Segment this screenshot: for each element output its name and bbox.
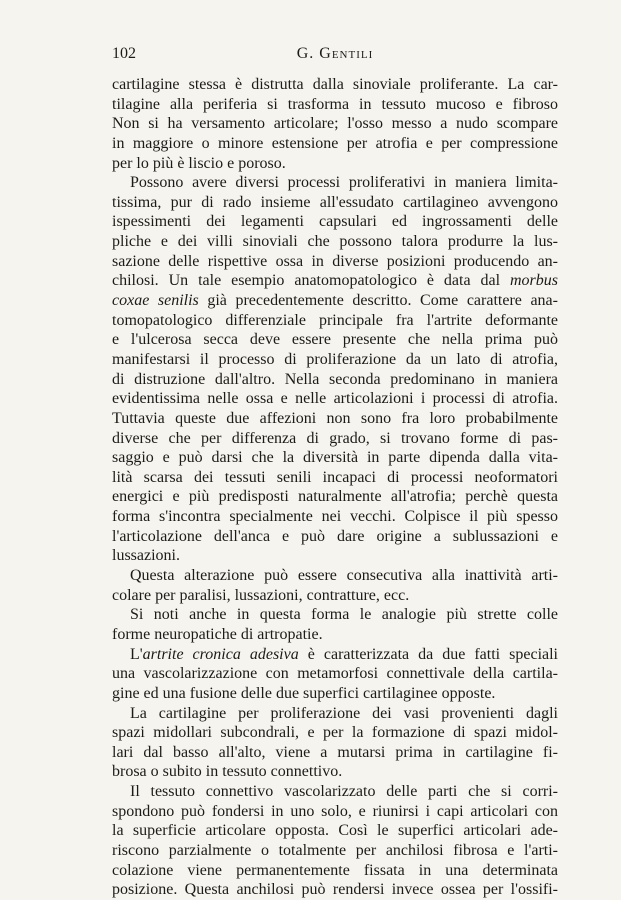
line-text: la superficie articolare opposta. Così le superfici articolari ade- [112, 822, 558, 840]
line-text: saggio e può darsi che la diversità in parte dipenda dalla vita- [112, 449, 558, 467]
text-line [112, 291, 558, 311]
line-text: spondono può fondersi in uno solo, e riunirsi i capi articolari con [112, 802, 558, 820]
line-text: lari dal basso all'alto, viene a mutarsi prima in cartilagine fi- [112, 743, 558, 761]
text-line [112, 861, 558, 881]
line-text-after: è caratterizzata da due fatti speciali [298, 645, 559, 663]
line-text: di distruzione dall'altro. Nella seconda predominano in maniera [112, 370, 558, 388]
text-line [112, 664, 558, 684]
body-text [112, 75, 558, 900]
text-line [112, 605, 558, 625]
text-line [112, 134, 558, 154]
italic-text: artrite cronica adesiva [142, 645, 299, 663]
text-line [112, 625, 558, 645]
line-text: colazione viene permanentemente fissata in una determinata [112, 861, 558, 879]
text-line [112, 723, 558, 743]
line-text-after: già precedentemente descritto. Come carattere ana- [198, 292, 558, 310]
line-text: forma s'incontra specialmente nei vecchi. Colpisce il più spesso [112, 508, 558, 526]
text-line [112, 429, 558, 449]
running-head: G. Gentili [296, 45, 374, 62]
line-text: Questa alterazione può essere consecutiva alla inattività arti- [130, 567, 558, 585]
line-text: sazione delle rispettive ossa in diverse posizioni producendo an- [112, 252, 558, 270]
line-text: Il tessuto connettivo vascolarizzato delle parti che si corri- [130, 783, 558, 801]
italic-text: coxae senilis [112, 292, 199, 310]
text-line [112, 704, 558, 724]
text-line [112, 154, 558, 174]
line-text: tomopatologico differenziale principale fra l'artrite deformante [112, 311, 558, 329]
line-text: brosa o subito in tessuto connettivo. [112, 763, 343, 781]
line-text: colare per paralisi, lussazioni, contratture, ecc. [112, 586, 410, 604]
text-line [112, 880, 558, 900]
text-line [112, 468, 558, 488]
text-line [112, 802, 558, 822]
text-line [112, 448, 558, 468]
text-line [112, 370, 558, 390]
text-line [112, 546, 558, 566]
line-text: evidentissima nelle ossa e nelle articolazioni i processi di atrofia. [112, 390, 558, 408]
text-line [112, 311, 558, 331]
line-text: in maggiore o minore estensione per atrofia e per compressione [112, 134, 558, 152]
text-line [112, 409, 558, 429]
text-line [112, 350, 558, 370]
text-line [112, 232, 558, 252]
text-line [112, 212, 558, 232]
line-text: energici e più predisposti naturalmente all'atrofia; perchè questa [112, 488, 558, 506]
line-text: La cartilagine per proliferazione dei vasi provenienti dagli [130, 704, 558, 722]
line-text: posizione. Questa anchilosi può rendersi invece ossea per l'ossifi- [112, 881, 558, 899]
text-line [112, 841, 558, 861]
text-line [112, 271, 558, 291]
line-text: cartilagine stessa è distrutta dalla sinoviale proliferante. La car- [112, 76, 558, 93]
line-text: diverse che per differenza di grado, si trovano forme di pas- [112, 429, 558, 447]
text-line [112, 507, 558, 527]
text-line [112, 252, 558, 272]
line-text: gine ed una fusione delle due superfici cartilaginee opposte. [112, 684, 496, 702]
line-text: riscono parzialmente o totalmente per anchilosi fibrosa e l'arti- [112, 841, 558, 859]
text-line [112, 173, 558, 193]
text-line [112, 527, 558, 547]
text-line [112, 114, 558, 134]
line-text: tissima, pur di rado insieme all'essudato cartilagineo avvengono [112, 193, 558, 211]
text-line [112, 75, 558, 95]
line-text: ispessimenti dei legamenti capsulari ed ingrossamenti delle [112, 213, 558, 231]
text-line [112, 782, 558, 802]
line-text: L' [130, 645, 143, 663]
line-text: per lo più è liscio e poroso. [112, 154, 286, 172]
line-text: manifestarsi il processo di proliferazione da un lato di atrofia, [112, 350, 558, 368]
text-line [112, 684, 558, 704]
line-text: Non si ha versamento articolare; l'osso messo a nudo scompare [112, 115, 558, 133]
line-text: lità scarsa dei tessuti senili incapaci di processi neoformatori [112, 468, 558, 486]
line-text: Possono avere diversi processi proliferativi in maniera limita- [130, 174, 558, 192]
text-line [112, 389, 558, 409]
text-line [112, 566, 558, 586]
line-text: lussazioni. [112, 547, 180, 565]
line-text: pliche e dei villi sinoviali che possono talora produrre la lus- [112, 233, 558, 251]
line-text: l'articolazione dell'anca e può dare origine a sublussazioni e [112, 527, 558, 545]
text-line [112, 193, 558, 213]
text-line [112, 487, 558, 507]
text-line [112, 743, 558, 763]
text-line [112, 95, 558, 115]
line-text: Si noti anche in questa forma le analogie più strette colle [130, 606, 558, 624]
line-text: Tuttavia queste due affezioni non sono fra loro probabilmente [112, 409, 558, 427]
line-text: spazi midollari subcondrali, e per la formazione di spazi midol- [112, 724, 558, 742]
line-text: e l'ulcerosa secca deve essere presente che nella prima può [112, 331, 558, 349]
text-line [112, 762, 558, 782]
line-text: tilagine alla periferia si trasforma in tessuto mucoso e fibroso [112, 95, 558, 113]
text-line [112, 645, 558, 665]
page-number: 102 [112, 45, 136, 62]
line-text: una vascolarizzazione con metamorfosi connettivale della cartila- [112, 665, 558, 683]
line-text: forme neuropatiche di artropatie. [112, 625, 323, 643]
line-text: chilosi. Un tale esempio anatomopatologico è data dal [112, 272, 510, 290]
italic-text: morbus [509, 272, 558, 290]
text-line [112, 330, 558, 350]
text-line [112, 821, 558, 841]
text-line [112, 586, 558, 606]
